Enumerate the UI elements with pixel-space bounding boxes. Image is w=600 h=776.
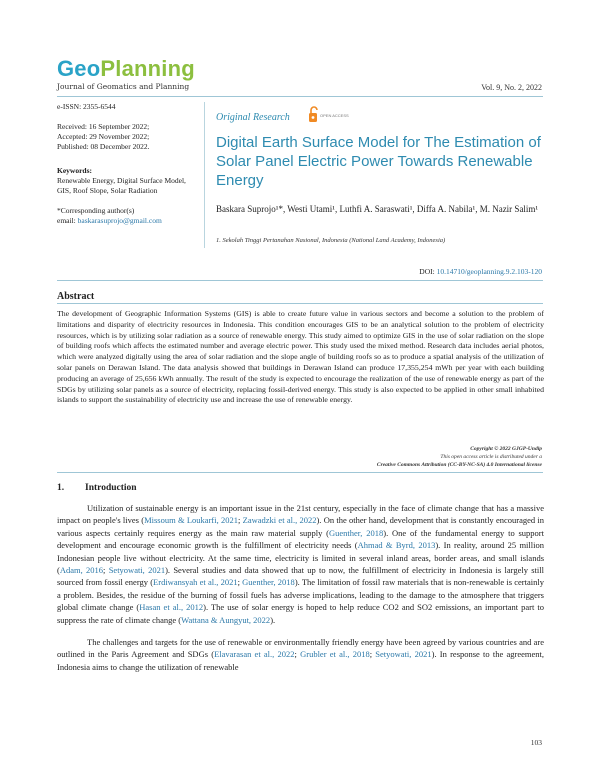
paragraph-text: ). One of the fundamental energy to support development and encourage economic growth is the fulfillment of electricity needs ( — [57, 527, 544, 551]
copyright-divider — [57, 472, 543, 473]
keywords-title: Keywords: — [57, 166, 92, 175]
paragraph-text: ; — [238, 515, 243, 526]
intro-paragraph-2 — [57, 636, 544, 673]
citation-link[interactable]: Erdiwansyah et al., 2021 — [153, 577, 238, 588]
license-name: Creative Commons Attribution (CC-BY-NC-SA) 4.0 International license — [376, 462, 542, 468]
citation-link[interactable]: Missoum & Loukarfi, 2021 — [144, 515, 238, 526]
paragraph-text: ). On the other hand, development that is constantly encouraged in various aspects certainly requires energy as the main raw material supply ( — [57, 515, 544, 538]
issn: e-ISSN: 2355-6544 — [57, 102, 116, 111]
copyright-notice — [377, 445, 542, 469]
journal-logo — [57, 56, 195, 82]
paragraph-text: ). In response to the agreement, Indonesia aims to change the utilization of renewable — [57, 649, 544, 672]
doi — [419, 267, 542, 276]
article-info-sidebar — [57, 102, 197, 226]
corresponding-author: *Corresponding author(s) — [57, 206, 135, 215]
keywords: Renewable Energy, Digital Surface Model, GIS, Roof Slope, Solar Radiation — [57, 176, 186, 195]
article-dates — [57, 122, 197, 152]
paragraph-text: ). — [270, 614, 276, 625]
paragraph-text: ). The limitation of fossil raw materials that is non-renewable is certainly a problem. Besides, the residue of the burning of fossil fuels has adverse implications, leading to the damage to the atmosphere that triggers global climate change ( — [57, 577, 544, 613]
paragraph-text: ). Several studies and data showed that up to now, the fulfillment of electricity in Indonesia is largely still sourced from fossil energy ( — [57, 565, 544, 588]
citation-link[interactable]: Ahmad & Byrd, 2013 — [357, 540, 436, 551]
section-title: Introduction — [85, 483, 137, 493]
citation-link[interactable]: Hasan et al., 2012 — [139, 602, 204, 613]
email-label: email: — [57, 216, 76, 225]
doi-divider — [57, 280, 543, 281]
introduction-heading — [57, 483, 137, 493]
email-link[interactable]: baskarasuprojo@gmail.com — [77, 216, 162, 225]
citation-link[interactable]: Adam, 2016 — [59, 565, 104, 576]
paragraph-text: ; — [237, 577, 243, 588]
abstract-heading: Abstract — [57, 291, 95, 302]
email-line — [57, 216, 197, 226]
header-divider — [57, 96, 543, 97]
license-line: This open access article is distributed under a — [440, 454, 542, 460]
logo-planning: Planning — [100, 56, 195, 81]
doi-label: DOI: — [419, 267, 435, 276]
paragraph-text: ). In reality, around 25 million Indonesian people live without electricity. At the same time, electricity is limited in several inland areas, border areas, and small islands ( — [57, 540, 545, 576]
introduction-body — [57, 502, 544, 683]
page-number: 103 — [530, 738, 542, 747]
paragraph-text: Utilization of sustainable energy is an important issue in the 21st century, especially in the face of climate change that has a massive impact on people's lives ( — [57, 503, 544, 526]
copyright-line: Copyright © 2022 GJGP-Undip — [470, 446, 542, 452]
section-number: 1. — [57, 483, 65, 493]
citation-link[interactable]: Setyowati, 2021 — [375, 649, 432, 660]
citation-link[interactable]: Grubler et al., 2018 — [300, 649, 370, 660]
journal-name: Journal of Geomatics and Planning — [57, 82, 190, 91]
open-access-label: OPEN ACCESS — [320, 113, 349, 118]
accepted-date: Accepted: 29 November 2022; — [57, 132, 150, 141]
paragraph-text: ; — [294, 649, 301, 660]
received-date: Received: 16 September 2022; — [57, 122, 150, 131]
authors: Baskara Suprojo¹*, Westi Utami¹, Luthfi A. Saraswati¹, Diffa A. Nabila¹, M. Nazir Salim¹ — [216, 204, 539, 214]
published-date: Published: 08 December 2022. — [57, 142, 150, 151]
intro-paragraph-1 — [57, 502, 544, 626]
citation-link[interactable]: Guenther, 2018 — [242, 577, 295, 588]
article-type: Original Research — [216, 112, 290, 123]
volume-info: Vol. 9, No. 2, 2022 — [481, 83, 542, 92]
citation-link[interactable]: Zawadzki et al., 2022 — [242, 515, 317, 526]
logo-geo: Geo — [57, 56, 101, 81]
citation-link[interactable]: Wattana & Aungyut, 2022 — [181, 614, 271, 625]
citation-link[interactable]: Elavarasan et al., 2022 — [214, 649, 295, 660]
doi-link[interactable]: 10.14710/geoplanning.9.2.103-120 — [436, 267, 542, 276]
paragraph-text: The challenges and targets for the use of renewable or environmentally friendly energy have been agreed by various countries and are outlined in the Paris Agreement and SDGs ( — [57, 637, 544, 660]
article-title: Digital Earth Surface Model for The Estimation of Solar Panel Electric Power Towards Renewable Energy — [216, 134, 541, 189]
paragraph-text: ). The use of solar energy is hoped to help reduce CO2 and SO2 emissions, an important part to suppress the rate of climate change ( — [57, 602, 544, 625]
paragraph-text: ; — [103, 565, 109, 576]
abstract-divider — [57, 303, 543, 304]
citation-link[interactable]: Setyowati, 2021 — [108, 565, 166, 576]
affiliation: 1. Sekolah Tinggi Pertanahan Nasional, Indonesia (National Land Academy, Indonesia) — [216, 237, 446, 244]
abstract-text: The development of Geographic Information Systems (GIS) is able to create future value in various sectors and become a solution to the problem of limitations and disparity of electricity resources in Indonesia. This condition encourages GIS to be an analytical solution to the problem of electricity resources, which is by utilizing solar radiation as a source of renewable energy. This study aimed to optimize GIS in the use of solar radiation on the slope of building roofs which affects the estimated number and average electric power. This study used the mixed method. Research data includes aerial photos, which were analyzed digitally using the area of solar radiation and the slope angle of building roofs so as to produce a spatial analysis of the utilization of solar panels on Derawan Island. The data analysis showed that buildings in Derawan Island can produce 17,355,254 mWh per year with each building producing an average of 25,656 kWh annually. The result of the study is expected to encourage the realization of the use of renewable energy as part of the SDGs by utilizing solar panels as a source of electricity, replacing fossil-derived energy. This study is also expected to be applied in other small inhabited islands to support the sustainability of electricity use and increase the use of renewable energy. — [57, 309, 544, 405]
sidebar-divider — [204, 102, 205, 248]
paragraph-text: ; — [369, 649, 376, 660]
citation-link[interactable]: Guenther, 2018 — [329, 527, 384, 538]
